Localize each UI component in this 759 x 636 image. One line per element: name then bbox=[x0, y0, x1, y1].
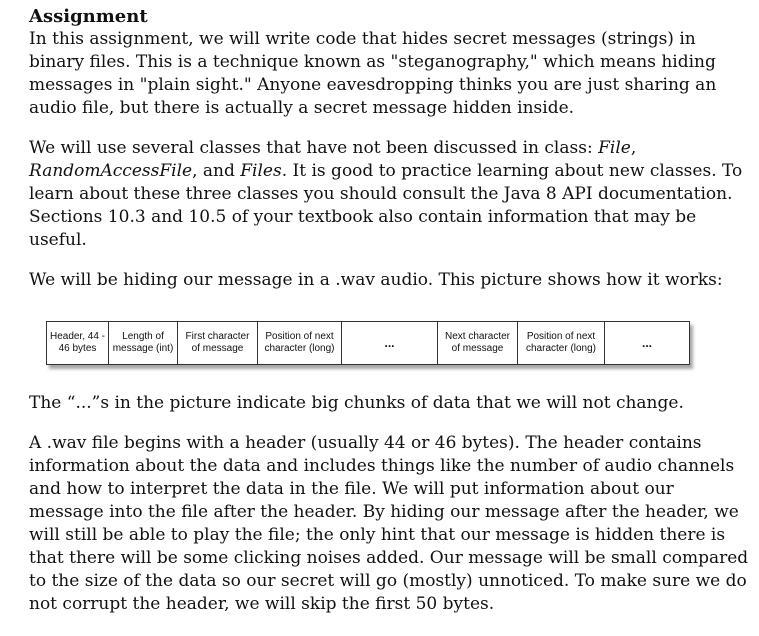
document-lower bbox=[29, 392, 749, 616]
diagram-cell-ellipsis: ... bbox=[342, 322, 438, 364]
classes-text-b: . It is good to practice learning about new classes. To learn about these three classes you should consult the Java 8 API documentation. Sections 10.3 and 10.5 of your textbook also contain information that may be useful. bbox=[29, 161, 743, 250]
ellipsis-note-paragraph: The “...”s in the picture indicate big chunks of data that we will not change. bbox=[29, 393, 684, 413]
diagram-cell-position: Position of next character (long) bbox=[258, 322, 342, 364]
diagram-cell-first-char: First character of message bbox=[178, 322, 258, 364]
picture-intro-paragraph: We will be hiding our message in a .wav audio. This picture shows how it works: bbox=[29, 270, 723, 290]
comma-separator: , bbox=[630, 138, 637, 158]
page-title: Assignment bbox=[29, 6, 148, 27]
class-name-files: Files bbox=[240, 161, 282, 181]
diagram-cell-next-char: Next character of message bbox=[438, 322, 518, 364]
classes-text-a: We will use several classes that have not been discussed in class: bbox=[29, 138, 599, 158]
and-separator: , and bbox=[192, 161, 241, 181]
intro-paragraph: In this assignment, we will write code that hides secret messages (strings) in binary files. This is a technique known as "steganography," which means hiding messages in "plain sight." Anyone eavesdropping thinks you are just sharing an audio file, but there is actually a secret message hidden inside. bbox=[29, 29, 717, 118]
diagram-cell-next-position: Position of next character (long) bbox=[518, 322, 605, 364]
diagram-cell-length: Length of message (int) bbox=[109, 322, 178, 364]
diagram-cell-header: Header, 44 - 46 bytes bbox=[47, 322, 109, 364]
header-info-paragraph: A .wav file begins with a header (usually 44 or 46 bytes). The header contains information about the data and includes things like the number of audio channels and how to interpret the data in the file. We will put information about our message into the file after the header. By hiding our message after the header, we will still be able to play the file; the only hint that our message is hidden there is that there will be some clicking noises added. Our message will be small compared to the size of the data so our secret will go (mostly) unnoticed. To make sure we do not corrupt the header, we will skip the first 50 bytes. bbox=[29, 433, 749, 614]
classes-paragraph bbox=[29, 137, 749, 252]
wav-layout-diagram bbox=[46, 321, 690, 365]
class-name-randomaccessfile: RandomAccessFile bbox=[29, 161, 193, 181]
class-name-file: File bbox=[598, 138, 631, 158]
document bbox=[29, 6, 749, 292]
diagram-cell-ellipsis-end: ... bbox=[641, 336, 652, 350]
